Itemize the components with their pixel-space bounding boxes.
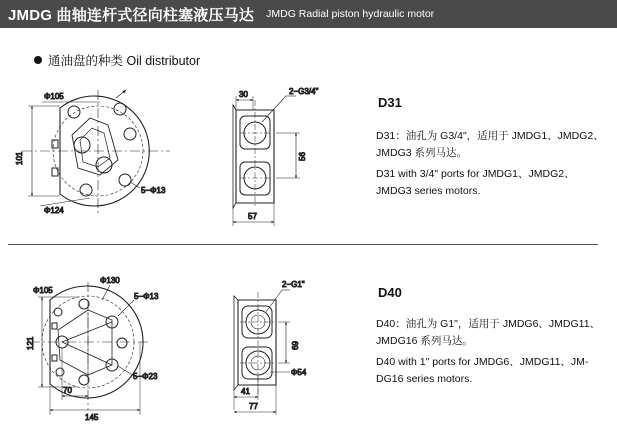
d31-label-phi105: Φ105 [44, 92, 64, 101]
section-title-text: 通油盘的种类 Oil distributor [48, 54, 201, 68]
d31-label-56: 56 [298, 152, 307, 161]
d40-side-view [234, 290, 290, 415]
d31-desc-en: D31 with 3/4" ports for JMDG1、JMDG2、JMDG3 series motors. [376, 168, 575, 197]
d40-label-phi54: Φ54 [291, 368, 307, 377]
d31-label-phi124: Φ124 [44, 206, 64, 215]
d40-label-121: 121 [26, 336, 35, 350]
d40-label-phi105: Φ105 [33, 286, 53, 295]
d40-desc-en: D40 with 1" ports for JMDG6、JMDG11、JM-DG16 series motors. [376, 356, 589, 385]
d40-label-holes13: 5−Φ13 [134, 292, 159, 301]
header-title: JMDG 曲轴连杆式径向柱塞液压马达 [8, 6, 255, 24]
d31-side-view [233, 96, 300, 226]
d31-label-port: 2−G3/4" [289, 87, 319, 96]
d40-label-145: 145 [85, 413, 99, 422]
d31-desc-cn: D31：油孔为 G3/4"，适用于 JMDG1、JMDG2、JMDG3 系列马达。 [376, 130, 604, 159]
d31-code: D31 [378, 95, 402, 110]
d40-label-port: 2−G1" [282, 280, 305, 289]
d31-label-30: 30 [239, 90, 248, 99]
d40-label-holes23: 5−Φ23 [133, 372, 158, 381]
d31-label-101: 101 [15, 151, 24, 165]
d40-label-phi130: Φ130 [100, 276, 120, 285]
d40-label-41: 41 [241, 387, 250, 396]
d40-front-view [30, 282, 150, 415]
d40-code: D40 [378, 285, 402, 300]
d40-desc-cn: D40：油孔为 G1"，适用于 JMDG6、JMDG11、JMDG16 系列马达。 [376, 318, 601, 347]
d31-label-57: 57 [248, 212, 257, 221]
d31-front-view [22, 90, 170, 215]
d31-label-holes: 5−Φ13 [141, 186, 166, 195]
d40-label-77: 77 [249, 402, 258, 411]
d40-label-70: 70 [63, 386, 72, 395]
d40-label-69: 69 [291, 341, 300, 350]
header-subtitle: JMDG Radial piston hydraulic motor [266, 8, 435, 20]
